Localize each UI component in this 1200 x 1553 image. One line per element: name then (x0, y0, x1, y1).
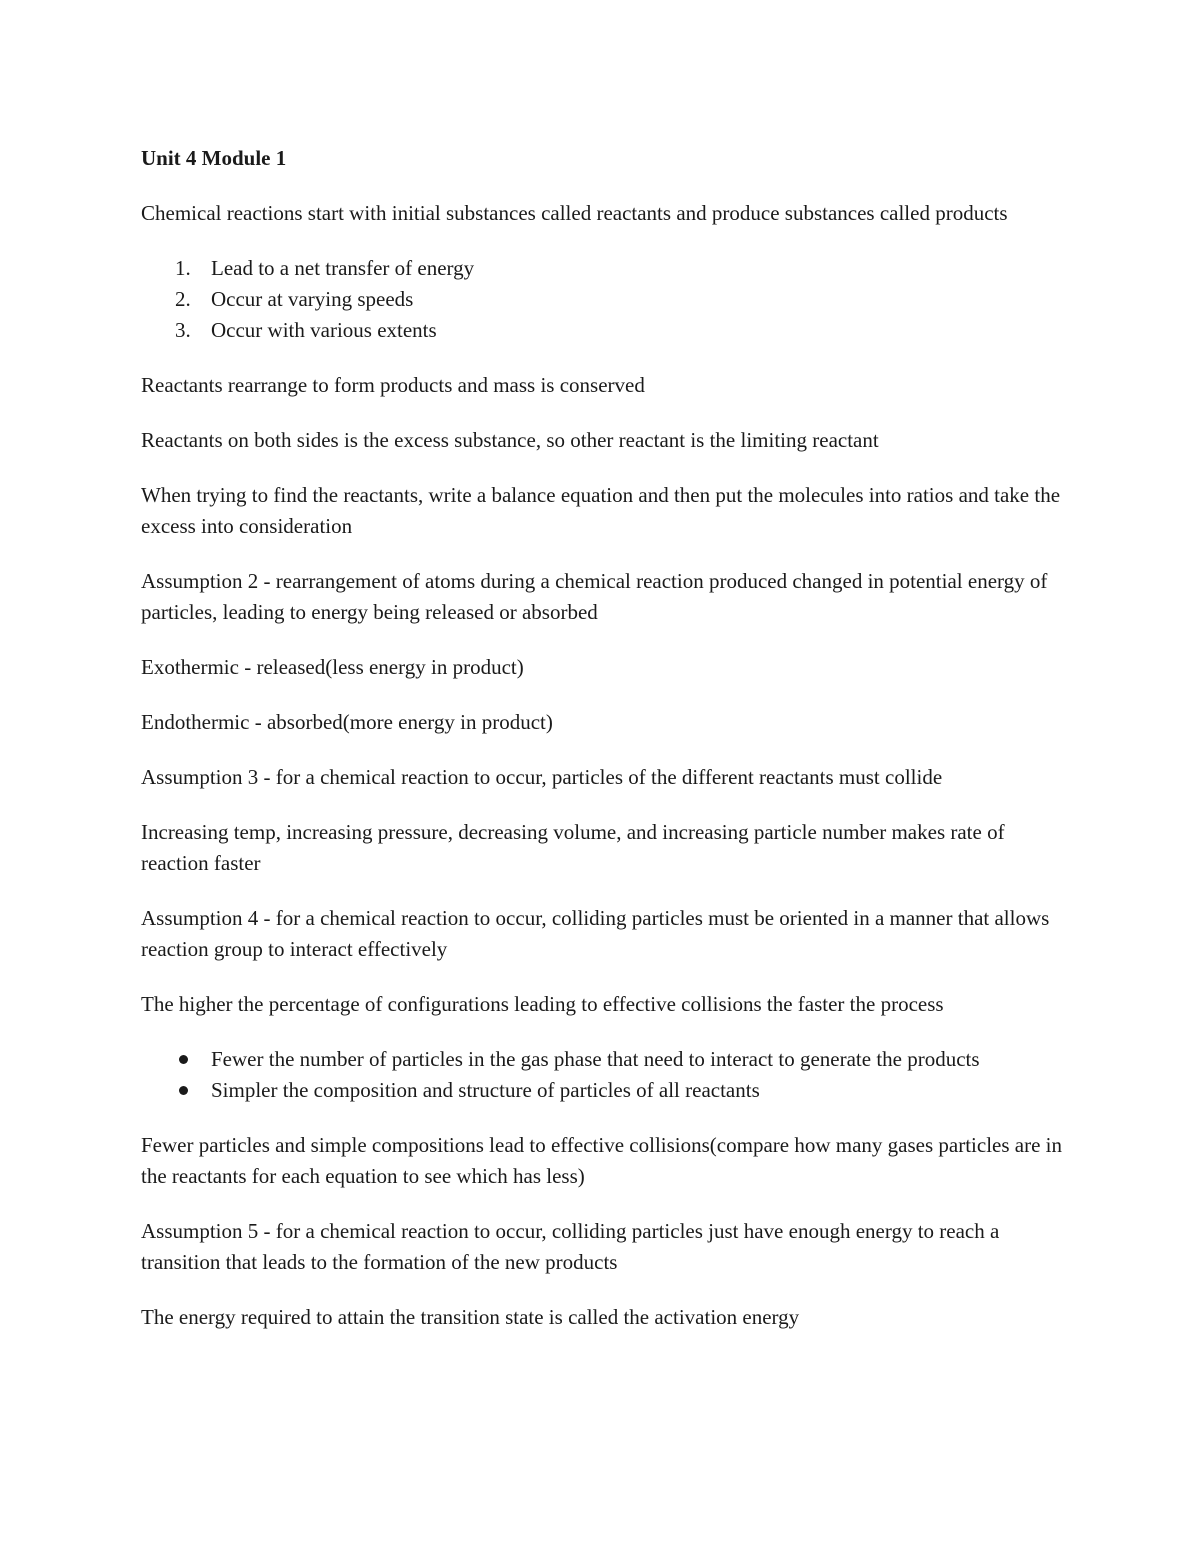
paragraph-limiting-reactant: Reactants on both sides is the excess substance, so other reactant is the limiting reactant (141, 428, 879, 452)
list-item-text: Lead to a net transfer of energy (211, 256, 475, 280)
bullet-icon (179, 1086, 188, 1095)
paragraph-activation-energy: The energy required to attain the transition state is called the activation energy (141, 1305, 800, 1329)
list-item-text: Fewer the number of particles in the gas phase that need to interact to generate the products (211, 1047, 980, 1071)
paragraph-mass-conserved: Reactants rearrange to form products and mass is conserved (141, 373, 645, 397)
list-number: 3. (175, 318, 191, 342)
paragraph-endothermic: Endothermic - absorbed(more energy in product) (141, 710, 553, 734)
document-page (141, 128, 1071, 1357)
list-item (141, 1075, 1071, 1106)
list-item-text: Occur at varying speeds (211, 287, 414, 311)
numbered-list (141, 253, 1071, 346)
list-item (141, 284, 1071, 315)
list-item (141, 315, 1071, 346)
paragraph-reaction-rate: Increasing temp, increasing pressure, decreasing volume, and increasing particle number makes rate of reaction faster (141, 820, 1005, 875)
list-item-text: Occur with various extents (211, 318, 437, 342)
list-number: 1. (175, 256, 191, 280)
document-title: Unit 4 Module 1 (141, 146, 287, 170)
list-item-text: Simpler the composition and structure of particles of all reactants (211, 1078, 760, 1102)
paragraph-exothermic: Exothermic - released(less energy in product) (141, 655, 524, 679)
paragraph-assumption-3: Assumption 3 - for a chemical reaction to occur, particles of the different reactants must collide (141, 765, 943, 789)
paragraph-assumption-5: Assumption 5 - for a chemical reaction to occur, colliding particles just have enough energy to reach a transition that leads to the formation of the new products (141, 1219, 1000, 1274)
paragraph-effective-collisions: Fewer particles and simple compositions lead to effective collisions(compare how many gases particles are in the reactants for each equation to see which has less) (141, 1133, 1062, 1188)
list-number: 2. (175, 287, 191, 311)
paragraph-configurations: The higher the percentage of configurations leading to effective collisions the faster the process (141, 992, 944, 1016)
list-item (141, 1044, 1071, 1075)
list-item (141, 253, 1071, 284)
paragraph-assumption-2: Assumption 2 - rearrangement of atoms during a chemical reaction produced changed in potential energy of particles, leading to energy being released or absorbed (141, 569, 1048, 624)
bullet-list (141, 1044, 1071, 1106)
bullet-icon (179, 1055, 188, 1064)
intro-paragraph: Chemical reactions start with initial substances called reactants and produce substances called products (141, 201, 1008, 225)
paragraph-find-reactants: When trying to find the reactants, write a balance equation and then put the molecules into ratios and take the excess into consideration (141, 483, 1061, 538)
paragraph-assumption-4: Assumption 4 - for a chemical reaction to occur, colliding particles must be oriented in a manner that allows reaction group to interact effectively (141, 906, 1050, 961)
